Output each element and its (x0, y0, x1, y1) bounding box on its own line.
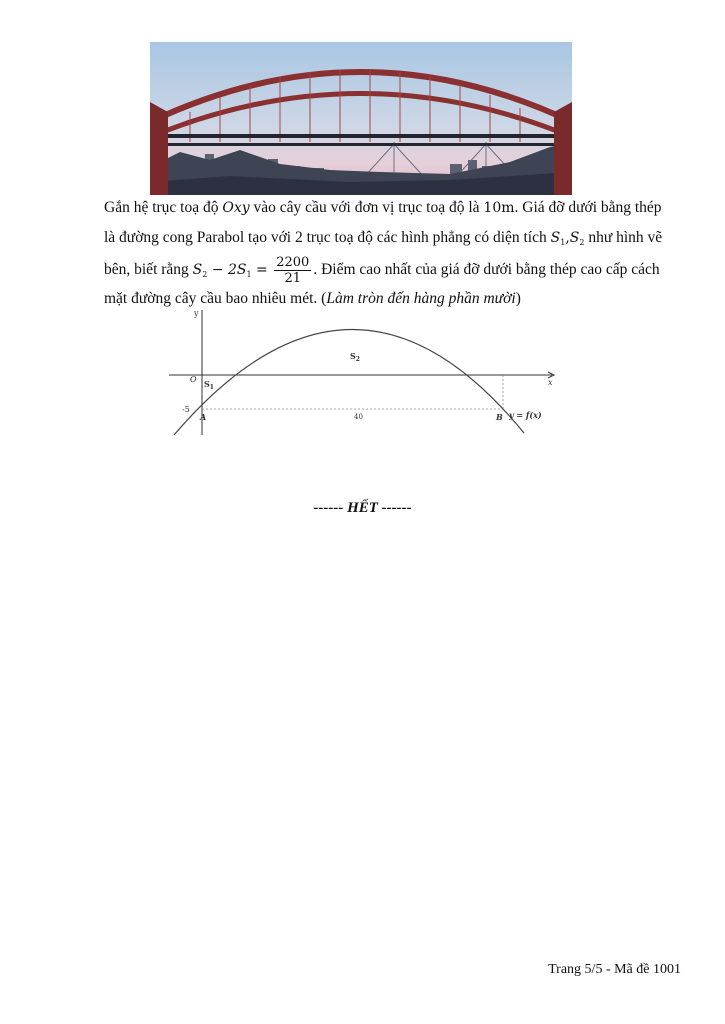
label-a: A (200, 412, 207, 422)
eq-equals: = (251, 262, 273, 279)
equation (193, 262, 273, 278)
text: mặt đường cây cầu bao nhiêu mét. ( (104, 290, 327, 307)
label-s2 (350, 351, 360, 363)
math-oxy: Oxy (222, 200, 250, 216)
label-minus-5: -5 (182, 405, 190, 414)
text: bên, biết rằng (104, 261, 193, 279)
parabola-curve (174, 329, 524, 435)
italic-note: Làm tròn đến hàng phần mười (326, 290, 516, 307)
label-s1-symbol: S (204, 379, 210, 389)
label-b: B (496, 412, 503, 422)
text: Gắn hệ trục toạ độ (104, 199, 223, 216)
page-footer: Trang 5/5 - Mã đề 1001 (548, 962, 681, 977)
text: . Giá đỡ dưới bằng thép (514, 199, 662, 216)
label-s1-sub: 1 (209, 384, 214, 391)
fraction (274, 255, 311, 286)
parabola-graph (164, 305, 559, 440)
text: như hình vẽ (584, 229, 663, 246)
label-s2-symbol: S (350, 351, 356, 361)
eq-s1: S (236, 262, 247, 279)
text: vào cây cầu với đơn vị trục toạ độ là (249, 199, 484, 216)
fraction-numerator: 2200 (276, 255, 310, 270)
eq-s2-sub: 2 (202, 270, 208, 280)
label-origin: O (190, 375, 197, 384)
end-marker: ------ HẾT ------ (313, 500, 412, 516)
s1-subscript: 1 (560, 238, 566, 247)
eq-s1-sub: 1 (246, 270, 252, 280)
problem-line-1 (104, 193, 684, 223)
label-40: 40 (354, 413, 363, 421)
text: là đường cong Parabol tạo với 2 trục toạ độ các hình phẳng có diện tích (104, 229, 551, 246)
eq-minus: − 2 (207, 262, 237, 279)
s2-subscript: 2 (579, 238, 585, 247)
math-s2 (570, 230, 585, 246)
label-y: y (194, 309, 199, 318)
eq-s2: S (192, 262, 203, 279)
bridge-photo (150, 42, 572, 195)
problem-line-2 (104, 223, 684, 258)
label-x: x (548, 378, 553, 387)
text: ) (515, 290, 521, 307)
fraction-denominator: 21 (284, 271, 302, 286)
s2-symbol: S (569, 230, 580, 246)
label-function: y = f(x) (509, 410, 542, 420)
s1-symbol: S (550, 230, 561, 246)
math-unit: 10m (483, 200, 515, 216)
label-s2-sub: 2 (355, 356, 360, 363)
math-s1 (551, 230, 566, 246)
comma: , (565, 230, 570, 246)
text: . Điểm cao nhất của giá đỡ dưới bằng thép cao cấp cách (313, 261, 660, 279)
label-s1 (204, 379, 214, 391)
